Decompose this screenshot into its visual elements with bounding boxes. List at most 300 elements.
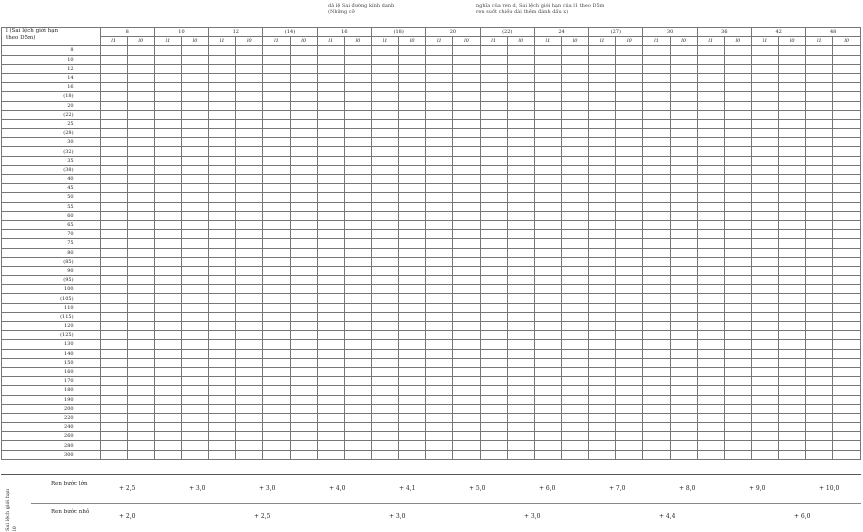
value-cell xyxy=(453,165,480,174)
value-cell xyxy=(263,432,290,441)
tolerance-value: + 6,0 xyxy=(539,485,556,492)
value-cell xyxy=(236,101,263,110)
title-line-2: (Những cỡ xyxy=(328,9,355,15)
value-cell xyxy=(724,230,751,239)
value-cell xyxy=(616,175,643,184)
value-cell xyxy=(724,377,751,386)
value-cell xyxy=(670,294,697,303)
value-cell xyxy=(426,138,453,147)
value-cell xyxy=(562,395,589,404)
value-cell xyxy=(643,386,670,395)
value-cell xyxy=(371,331,398,340)
value-cell xyxy=(236,202,263,211)
value-cell xyxy=(317,441,344,450)
value-cell xyxy=(181,220,208,229)
value-cell xyxy=(426,156,453,165)
value-cell xyxy=(290,73,317,82)
table-row xyxy=(2,64,861,73)
value-cell xyxy=(534,450,561,459)
value-cell xyxy=(833,73,861,82)
table-row xyxy=(2,413,861,422)
value-cell xyxy=(290,340,317,349)
tolerance-value: + 3,0 xyxy=(259,485,276,492)
value-cell xyxy=(616,312,643,321)
value-cell xyxy=(806,257,833,266)
value-cell xyxy=(317,294,344,303)
value-cell xyxy=(697,64,724,73)
value-cell xyxy=(534,303,561,312)
value-cell xyxy=(670,156,697,165)
value-cell xyxy=(371,257,398,266)
value-cell xyxy=(453,73,480,82)
value-cell xyxy=(263,55,290,64)
table-row xyxy=(2,46,861,55)
value-cell xyxy=(209,92,236,101)
table-row xyxy=(2,220,861,229)
value-cell xyxy=(453,257,480,266)
diameter-header: 12 xyxy=(209,28,263,37)
value-cell xyxy=(100,119,127,128)
value-cell xyxy=(453,386,480,395)
value-cell xyxy=(399,175,426,184)
value-cell xyxy=(127,285,154,294)
l1-subheader: l1 xyxy=(317,37,344,46)
value-cell xyxy=(507,257,534,266)
l1-subheader: l1 xyxy=(263,37,290,46)
value-cell xyxy=(154,432,181,441)
value-cell xyxy=(154,349,181,358)
value-cell xyxy=(290,211,317,220)
value-cell xyxy=(344,211,371,220)
length-cell: 80 xyxy=(2,248,101,257)
length-cell: 300 xyxy=(2,450,101,459)
value-cell xyxy=(127,92,154,101)
value-cell xyxy=(127,248,154,257)
value-cell xyxy=(399,285,426,294)
value-cell xyxy=(181,64,208,73)
value-cell xyxy=(616,220,643,229)
value-cell xyxy=(534,257,561,266)
value-cell xyxy=(507,367,534,376)
value-cell xyxy=(562,312,589,321)
value-cell xyxy=(616,349,643,358)
length-cell: (32) xyxy=(2,147,101,156)
value-cell xyxy=(399,220,426,229)
value-cell xyxy=(127,220,154,229)
value-cell xyxy=(426,331,453,340)
value-cell xyxy=(344,331,371,340)
value-cell xyxy=(670,202,697,211)
value-cell xyxy=(290,239,317,248)
table-row xyxy=(2,119,861,128)
value-cell xyxy=(589,413,616,422)
value-cell xyxy=(209,211,236,220)
value-cell xyxy=(236,349,263,358)
value-cell xyxy=(317,202,344,211)
tolerance-value: + 4,0 xyxy=(329,485,346,492)
value-cell xyxy=(181,138,208,147)
value-cell xyxy=(724,441,751,450)
value-cell xyxy=(833,358,861,367)
value-cell xyxy=(236,303,263,312)
value-cell xyxy=(724,165,751,174)
table-row xyxy=(2,386,861,395)
value-cell xyxy=(317,101,344,110)
value-cell xyxy=(236,423,263,432)
value-cell xyxy=(426,386,453,395)
length-cell: 30 xyxy=(2,138,101,147)
value-cell xyxy=(752,413,779,422)
value-cell xyxy=(344,303,371,312)
value-cell xyxy=(670,312,697,321)
value-cell xyxy=(589,64,616,73)
value-cell xyxy=(344,193,371,202)
value-cell xyxy=(806,92,833,101)
value-cell xyxy=(724,239,751,248)
value-cell xyxy=(290,413,317,422)
value-cell xyxy=(589,358,616,367)
length-cell: 35 xyxy=(2,156,101,165)
value-cell xyxy=(806,110,833,119)
value-cell xyxy=(181,248,208,257)
value-cell xyxy=(453,92,480,101)
value-cell xyxy=(697,55,724,64)
value-cell xyxy=(562,239,589,248)
value-cell xyxy=(399,441,426,450)
value-cell xyxy=(100,101,127,110)
value-cell xyxy=(562,413,589,422)
value-cell xyxy=(562,266,589,275)
value-cell xyxy=(127,377,154,386)
value-cell xyxy=(317,377,344,386)
value-cell xyxy=(317,303,344,312)
value-cell xyxy=(562,349,589,358)
value-cell xyxy=(371,404,398,413)
value-cell xyxy=(127,294,154,303)
value-cell xyxy=(399,404,426,413)
value-cell xyxy=(752,184,779,193)
value-cell xyxy=(209,55,236,64)
value-cell xyxy=(399,276,426,285)
value-cell xyxy=(616,119,643,128)
value-cell xyxy=(589,147,616,156)
value-cell xyxy=(480,202,507,211)
value-cell xyxy=(209,202,236,211)
value-cell xyxy=(236,110,263,119)
value-cell xyxy=(426,46,453,55)
value-cell xyxy=(263,450,290,459)
table-row xyxy=(2,248,861,257)
value-cell xyxy=(100,432,127,441)
l0-subheader: l0 xyxy=(181,37,208,46)
value-cell xyxy=(290,202,317,211)
l1-subheader: l1 xyxy=(589,37,616,46)
value-cell xyxy=(236,138,263,147)
value-cell xyxy=(263,230,290,239)
value-cell xyxy=(426,303,453,312)
value-cell xyxy=(806,450,833,459)
length-cell: 240 xyxy=(2,423,101,432)
value-cell xyxy=(127,331,154,340)
value-cell xyxy=(317,248,344,257)
value-cell xyxy=(209,285,236,294)
value-cell xyxy=(453,119,480,128)
value-cell xyxy=(507,55,534,64)
value-cell xyxy=(480,377,507,386)
value-cell xyxy=(806,184,833,193)
value-cell xyxy=(154,119,181,128)
value-cell xyxy=(371,101,398,110)
value-cell xyxy=(236,331,263,340)
value-cell xyxy=(616,441,643,450)
value-cell xyxy=(181,358,208,367)
length-cell: (95) xyxy=(2,276,101,285)
value-cell xyxy=(263,202,290,211)
value-cell xyxy=(589,377,616,386)
value-cell xyxy=(833,64,861,73)
value-cell xyxy=(426,395,453,404)
value-cell xyxy=(752,156,779,165)
value-cell xyxy=(616,202,643,211)
value-cell xyxy=(779,138,806,147)
value-cell xyxy=(371,312,398,321)
value-cell xyxy=(806,220,833,229)
value-cell xyxy=(263,276,290,285)
value-cell xyxy=(181,312,208,321)
l1-subheader: l1 xyxy=(697,37,724,46)
value-cell xyxy=(507,404,534,413)
value-cell xyxy=(480,450,507,459)
value-cell xyxy=(290,441,317,450)
diameter-header: 10 xyxy=(154,28,208,37)
value-cell xyxy=(426,377,453,386)
value-cell xyxy=(317,138,344,147)
value-cell xyxy=(127,395,154,404)
value-cell xyxy=(426,248,453,257)
value-cell xyxy=(154,220,181,229)
value-cell xyxy=(806,285,833,294)
value-cell xyxy=(616,55,643,64)
value-cell xyxy=(752,64,779,73)
value-cell xyxy=(100,404,127,413)
value-cell xyxy=(589,46,616,55)
value-cell xyxy=(371,230,398,239)
value-cell xyxy=(562,165,589,174)
value-cell xyxy=(127,119,154,128)
value-cell xyxy=(534,46,561,55)
value-cell xyxy=(562,322,589,331)
value-cell xyxy=(453,294,480,303)
value-cell xyxy=(154,92,181,101)
value-cell xyxy=(453,230,480,239)
value-cell xyxy=(426,165,453,174)
value-cell xyxy=(616,193,643,202)
value-cell xyxy=(453,404,480,413)
value-cell xyxy=(371,184,398,193)
value-cell xyxy=(263,377,290,386)
value-cell xyxy=(752,340,779,349)
value-cell xyxy=(290,220,317,229)
value-cell xyxy=(399,193,426,202)
value-cell xyxy=(616,285,643,294)
value-cell xyxy=(616,340,643,349)
value-cell xyxy=(263,386,290,395)
value-cell xyxy=(344,276,371,285)
value-cell xyxy=(317,175,344,184)
value-cell xyxy=(562,432,589,441)
value-cell xyxy=(209,322,236,331)
value-cell xyxy=(480,248,507,257)
value-cell xyxy=(236,165,263,174)
value-cell xyxy=(562,367,589,376)
value-cell xyxy=(127,349,154,358)
value-cell xyxy=(236,55,263,64)
value-cell xyxy=(806,119,833,128)
value-cell xyxy=(697,92,724,101)
value-cell xyxy=(154,367,181,376)
value-cell xyxy=(507,377,534,386)
value-cell xyxy=(480,340,507,349)
value-cell xyxy=(534,193,561,202)
value-cell xyxy=(344,55,371,64)
value-cell xyxy=(534,285,561,294)
value-cell xyxy=(534,147,561,156)
value-cell xyxy=(181,175,208,184)
value-cell xyxy=(589,239,616,248)
value-cell xyxy=(426,432,453,441)
value-cell xyxy=(670,184,697,193)
value-cell xyxy=(534,266,561,275)
value-cell xyxy=(534,55,561,64)
value-cell xyxy=(236,404,263,413)
value-cell xyxy=(100,367,127,376)
value-cell xyxy=(263,73,290,82)
value-cell xyxy=(263,294,290,303)
value-cell xyxy=(100,239,127,248)
value-cell xyxy=(127,175,154,184)
value-cell xyxy=(833,303,861,312)
value-cell xyxy=(154,276,181,285)
value-cell xyxy=(263,257,290,266)
value-cell xyxy=(290,129,317,138)
value-cell xyxy=(507,202,534,211)
value-cell xyxy=(697,119,724,128)
value-cell xyxy=(806,423,833,432)
value-cell xyxy=(562,73,589,82)
value-cell xyxy=(507,276,534,285)
value-cell xyxy=(127,46,154,55)
value-cell xyxy=(100,83,127,92)
value-cell xyxy=(779,404,806,413)
value-cell xyxy=(236,450,263,459)
value-cell xyxy=(154,450,181,459)
value-cell xyxy=(562,83,589,92)
l0-subheader: l0 xyxy=(562,37,589,46)
table-row xyxy=(2,239,861,248)
value-cell xyxy=(643,165,670,174)
value-cell xyxy=(724,257,751,266)
value-cell xyxy=(371,55,398,64)
value-cell xyxy=(371,266,398,275)
value-cell xyxy=(127,147,154,156)
value-cell xyxy=(127,266,154,275)
table-title-continued xyxy=(476,3,604,15)
value-cell xyxy=(670,276,697,285)
value-cell xyxy=(697,377,724,386)
value-cell xyxy=(643,276,670,285)
value-cell xyxy=(833,147,861,156)
value-cell xyxy=(317,285,344,294)
value-cell xyxy=(426,64,453,73)
value-cell xyxy=(127,276,154,285)
value-cell xyxy=(643,138,670,147)
l1-subheader: l1 xyxy=(209,37,236,46)
table-row xyxy=(2,73,861,82)
value-cell xyxy=(507,266,534,275)
value-cell xyxy=(453,349,480,358)
length-cell: 16 xyxy=(2,83,101,92)
value-cell xyxy=(426,110,453,119)
value-cell xyxy=(534,322,561,331)
value-cell xyxy=(371,220,398,229)
value-cell xyxy=(643,395,670,404)
value-cell xyxy=(724,413,751,422)
value-cell xyxy=(534,423,561,432)
value-cell xyxy=(236,266,263,275)
value-cell xyxy=(290,165,317,174)
value-cell xyxy=(670,55,697,64)
table-row xyxy=(2,395,861,404)
value-cell xyxy=(181,367,208,376)
value-cell xyxy=(344,367,371,376)
value-cell xyxy=(209,138,236,147)
value-cell xyxy=(779,230,806,239)
value-cell xyxy=(643,147,670,156)
value-cell xyxy=(290,83,317,92)
value-cell xyxy=(236,129,263,138)
value-cell xyxy=(480,413,507,422)
value-cell xyxy=(154,312,181,321)
value-cell xyxy=(616,248,643,257)
value-cell xyxy=(643,367,670,376)
value-cell xyxy=(236,193,263,202)
value-cell xyxy=(670,175,697,184)
value-cell xyxy=(616,147,643,156)
value-cell xyxy=(752,73,779,82)
value-cell xyxy=(507,156,534,165)
value-cell xyxy=(290,367,317,376)
value-cell xyxy=(643,432,670,441)
value-cell xyxy=(724,285,751,294)
value-cell xyxy=(670,193,697,202)
value-cell xyxy=(453,46,480,55)
value-cell xyxy=(724,266,751,275)
value-cell xyxy=(779,257,806,266)
value-cell xyxy=(290,230,317,239)
value-cell xyxy=(643,239,670,248)
value-cell xyxy=(752,239,779,248)
value-cell xyxy=(209,73,236,82)
value-cell xyxy=(181,266,208,275)
value-cell xyxy=(697,349,724,358)
value-cell xyxy=(181,211,208,220)
diameter-header: 8 xyxy=(100,28,154,37)
value-cell xyxy=(724,92,751,101)
value-cell xyxy=(833,119,861,128)
value-cell xyxy=(643,202,670,211)
value-cell xyxy=(453,413,480,422)
value-cell xyxy=(833,377,861,386)
